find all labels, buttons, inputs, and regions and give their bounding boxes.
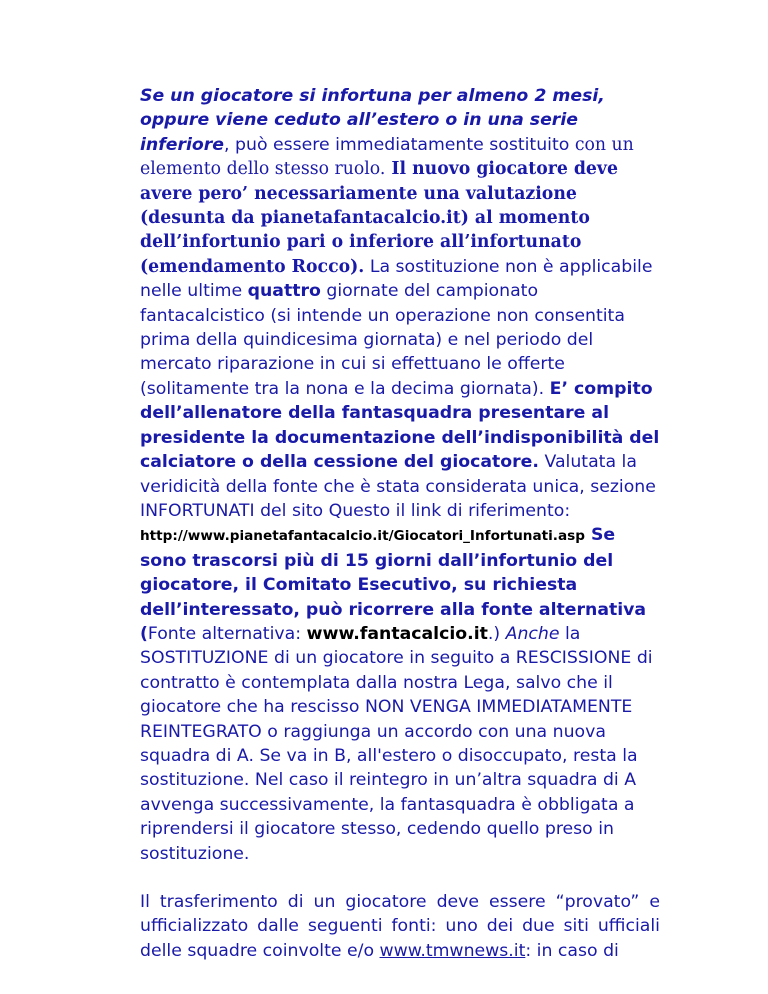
rules-paragraph-transfer	[140, 890, 660, 963]
transfer-rule-tail-text: : in caso di	[525, 940, 619, 961]
transfer-rule-text: Il trasferimento di un giocatore deve essere “provato” e ufficializzato dalle seguenti fonti: uno dei due siti ufficiali delle squadre coinvolte e/o	[140, 892, 660, 961]
tmwnews-link[interactable]: www.tmwnews.it	[379, 940, 526, 961]
alternative-source-rule-text: Se sono trascorsi più di 15 giorni dall’infortunio del giocatore, il Comitato Esecutivo, su richiesta dell’interessato, può ricorrere alla fonte alternativa (	[140, 525, 647, 644]
document-body	[140, 84, 660, 963]
coach-duty-text: E’ compito dell’allenatore della fantasquadra presentare al presidente la documentazione dell’indisponibilità del calciatore o della cessione del giocatore.	[140, 378, 660, 473]
fantacalcio-link[interactable]: www.fantacalcio.it	[306, 623, 488, 644]
same-role-text: con un elemento dello stesso ruolo.	[140, 134, 634, 180]
not-applicable-text: La sostituzione non è applicabile nelle ultime	[140, 256, 653, 302]
alternative-source-label: Fonte alternativa:	[147, 623, 307, 644]
anche-text: Anche	[505, 623, 560, 644]
closing-paren-text: .)	[487, 623, 506, 644]
injury-condition-text: Se un giocatore si infortuna per almeno 2 mesi, oppure viene ceduto all’estero o in una serie inferiore	[140, 86, 605, 155]
source-text: Valutata la veridicità della fonte che è stata considerata unica, sezione INFORTUNATI del sito Questo il link di riferimento:	[140, 452, 656, 521]
valuation-rule-text: Il nuovo giocatore deve avere pero’ necessariamente una valutazione (desunta da pianetafantacalcio.it) al momento dell’infortunio pari o inferiore all’infortunato (emendamento Rocco).	[140, 159, 618, 277]
rules-paragraph-injury	[140, 84, 660, 866]
substitution-text: , può essere immediatamente sostituito	[224, 134, 575, 155]
rescission-rule-text: la SOSTITUZIONE di un giocatore in seguito a RESCISSIONE di contratto è contemplata dalla nostra Lega, salvo che il giocatore che ha rescisso NON VENGA IMMEDIATAMENTE REINTEGRATO o raggiunga un accordo con una nuova squadra di A. Se va in B, all'estero o disoccupato, resta la sostituzione. Nel caso il reintegro in un’altra squadra di A avvenga successivamente, la fantasquadra è obbligata a riprendersi il giocatore stesso, cedendo quello preso in sostituzione.	[140, 623, 653, 864]
rounds-text: giornate del campionato fantacalcistico (si intende un operazione non consentita prima della quindicesima giornata) e nel periodo del mercato riparazione in cui si effettuano le offerte (solitamente tra la nona e la decima giornata).	[140, 281, 625, 399]
quattro-text: quattro	[247, 281, 321, 302]
injured-players-link[interactable]: http://www.pianetafantacalcio.it/Giocatori_Infortunati.asp	[140, 528, 585, 545]
